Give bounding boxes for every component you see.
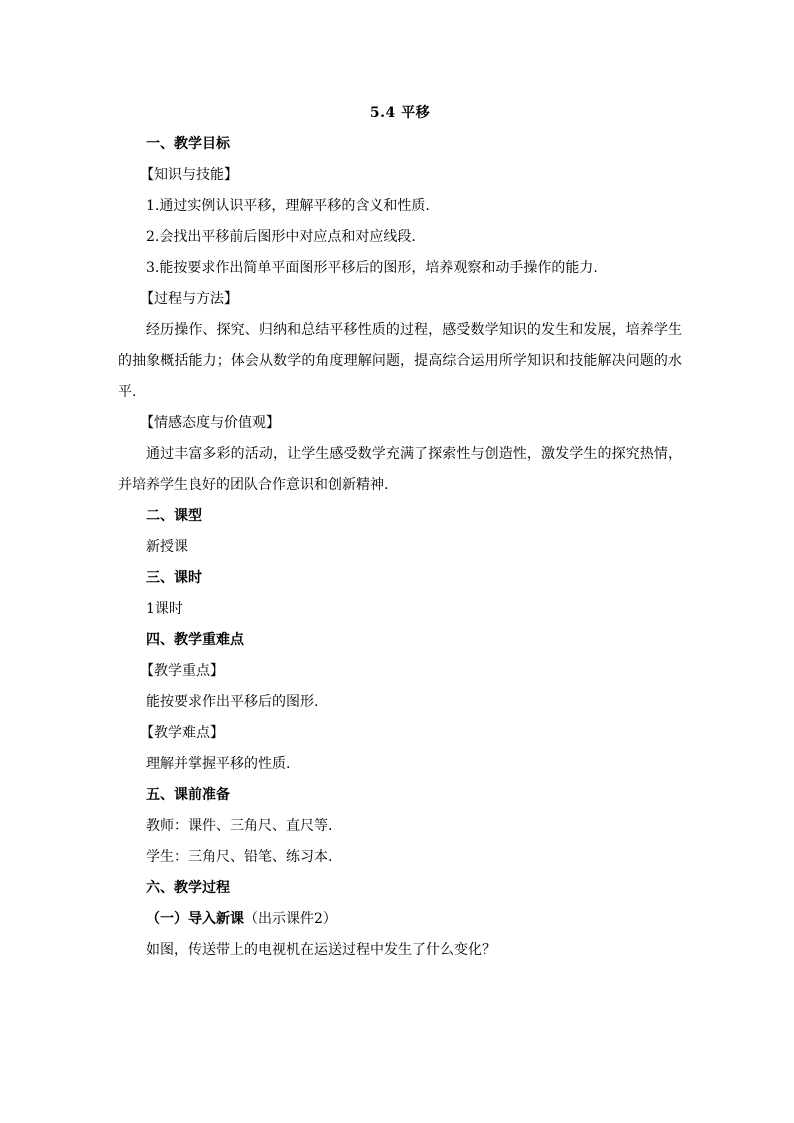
section-heading-lesson-type: 二、课型 <box>146 508 202 524</box>
subsection-intro <box>118 904 682 935</box>
student-prep-text: 学生：三角尺、铅笔、练习本. <box>146 849 333 865</box>
subheading-difficulty: 【教学难点】 <box>140 725 224 741</box>
section-heading-key-points: 四、教学重难点 <box>146 632 244 648</box>
teacher-prep-text: 教师：课件、三角尺、直尺等. <box>146 818 333 834</box>
subsection-intro-note: （出示课件2） <box>244 911 337 927</box>
subheading-process: 【过程与方法】 <box>140 291 238 307</box>
document-body <box>118 98 682 966</box>
lesson-type-text: 新授课 <box>146 539 188 555</box>
subsection-intro-title: （一）导入新课 <box>146 911 244 927</box>
section-heading-preparation: 五、课前准备 <box>146 787 230 803</box>
section-heading-objectives: 一、教学目标 <box>146 136 230 152</box>
page-title: 5.4 平移 <box>369 105 431 121</box>
subheading-attitude: 【情感态度与价值观】 <box>140 415 280 431</box>
subheading-key: 【教学重点】 <box>140 663 224 679</box>
difficulty-text: 理解并掌握平移的性质. <box>146 756 291 772</box>
section-heading-process: 六、教学过程 <box>146 880 230 896</box>
objective-item: 3.能按要求作出简单平面图形平移后的图形，培养观察和动手操作的能力. <box>146 260 598 276</box>
subheading-knowledge: 【知识与技能】 <box>140 167 238 183</box>
objective-item: 2.会找出平移前后图形中对应点和对应线段. <box>146 229 416 245</box>
attitude-paragraph: 通过丰富多彩的活动，让学生感受数学充满了探索性与创造性，激发学生的探究热情，并培养学生良好的团队合作意识和创新精神. <box>118 446 682 493</box>
key-point-text: 能按要求作出平移后的图形. <box>146 694 319 710</box>
periods-text: 1课时 <box>146 601 183 617</box>
process-paragraph: 经历操作、探究、归纳和总结平移性质的过程，感受数学知识的发生和发展，培养学生的抽象概括能力；体会从数学的角度理解问题，提高综合运用所学知识和技能解决问题的水平. <box>118 322 682 400</box>
objective-item: 1.通过实例认识平移，理解平移的含义和性质. <box>146 198 430 214</box>
section-heading-periods: 三、课时 <box>146 570 202 586</box>
intro-question: 如图，传送带上的电视机在运送过程中发生了什么变化？ <box>146 942 496 958</box>
